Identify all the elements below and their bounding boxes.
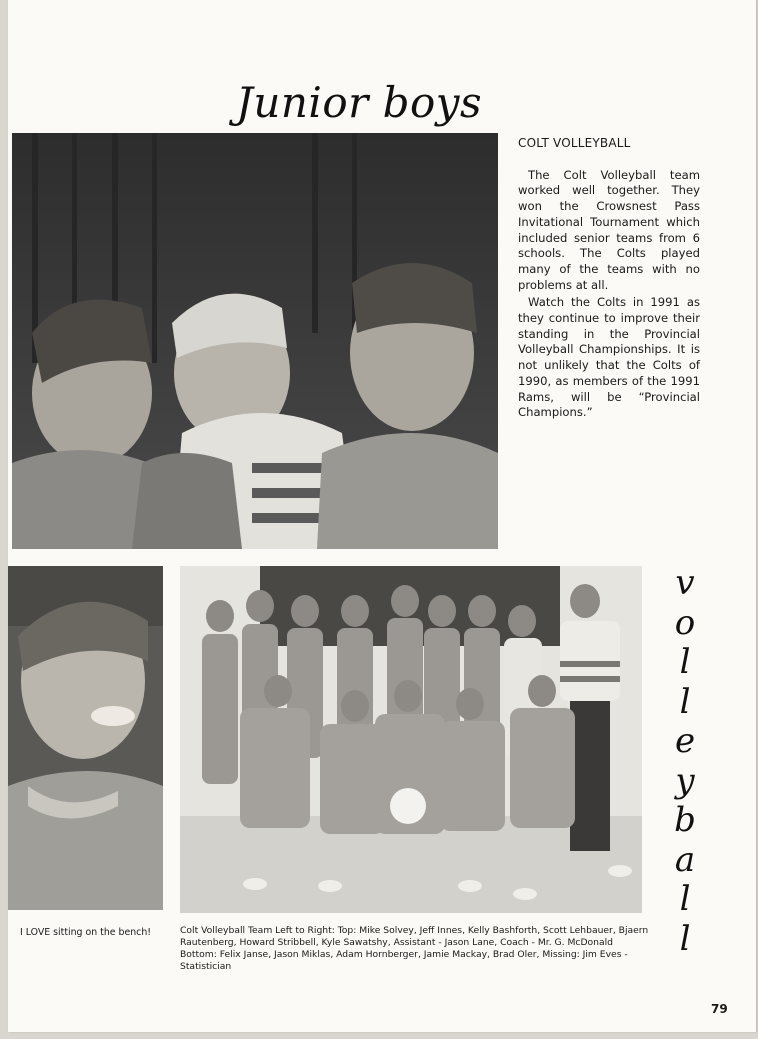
vertical-letter: l bbox=[679, 879, 691, 919]
article-paragraph: Watch the Colts in 1991 as they continue to improve their standing in the Provincial Volleyball Championships. It is not unlikely that the Colts of 1990, as members of the 1991 Rams, will be “Provincial Champions.” bbox=[518, 295, 700, 420]
bench-boy-photo bbox=[8, 566, 163, 910]
vertical-letter: l bbox=[679, 918, 691, 959]
vertical-letter: e bbox=[674, 721, 696, 761]
vertical-letter: y bbox=[675, 760, 695, 801]
article-paragraph: The Colt Volleyball team worked well together. They won the Crowsnest Pass Invitational Tournament which included senior teams from 6 schools. The Colts played many of the teams with no problems at all. bbox=[518, 167, 700, 292]
vertical-letter: o bbox=[674, 602, 696, 643]
yearbook-page bbox=[8, 0, 756, 1032]
page-number: 79 bbox=[711, 1002, 728, 1016]
team-photo bbox=[180, 566, 642, 913]
vertical-letter: l bbox=[679, 642, 691, 682]
article-heading: COLT VOLLEYBALL bbox=[518, 136, 631, 150]
article bbox=[518, 136, 700, 423]
team-photo-caption: Colt Volleyball Team Left to Right: Top: Mike Solvey, Jeff Innes, Kelly Bashforth, Scott Lehbauer, Bjaern Rautenberg, Howard Stribbell, Kyle Sawatshy, Assistant - Jason Lane, Coach - Mr. G. McDonald Bottom: Felix Janse, Jason Miklas, Adam Hornberger, Jamie Mackay, Brad Oler, Missing: Jim Eves - Statistician bbox=[180, 925, 649, 972]
vertical-letter: b bbox=[674, 800, 696, 840]
vertical-letter: v bbox=[675, 563, 695, 603]
page-title: Junior boys bbox=[236, 78, 483, 127]
vertical-letter: l bbox=[679, 681, 691, 722]
vertical-title-volleyball bbox=[670, 563, 700, 961]
bench-photo-caption: I LOVE sitting on the bench! bbox=[20, 927, 152, 938]
vertical-letter: a bbox=[674, 839, 696, 880]
coach-huddle-photo bbox=[12, 133, 498, 549]
